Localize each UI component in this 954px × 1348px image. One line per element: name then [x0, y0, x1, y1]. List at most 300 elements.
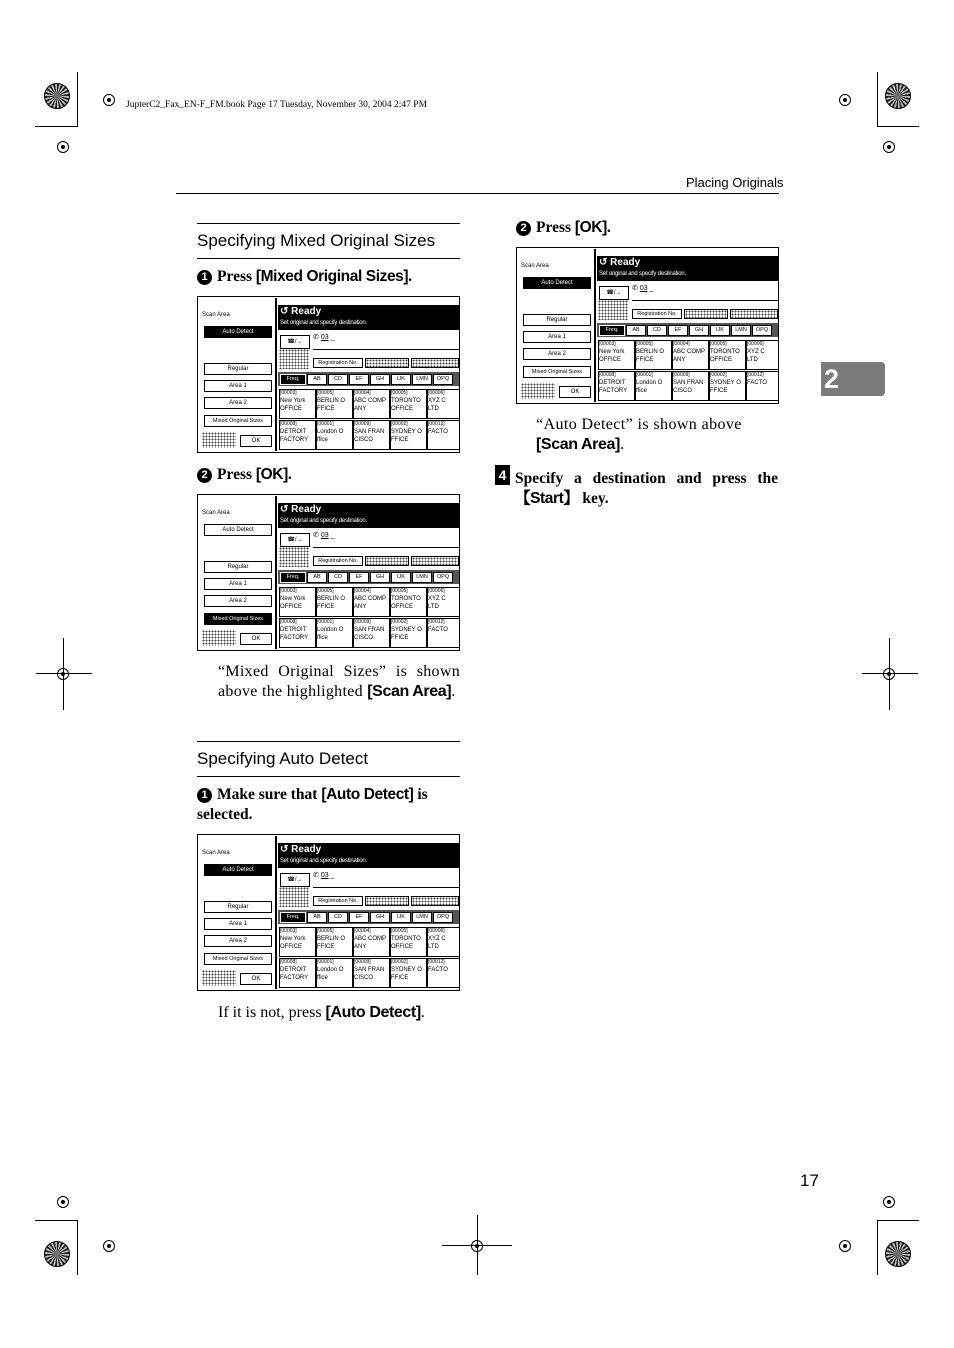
regular-button[interactable]: Regular — [204, 363, 272, 375]
destination-id: [00008] — [599, 372, 616, 378]
ready-label: Ready — [291, 306, 322, 317]
registration-row — [313, 358, 459, 367]
step-text: . — [408, 268, 413, 285]
index-tab[interactable]: EF — [349, 912, 369, 923]
crop-line — [36, 673, 92, 674]
destination-id: [00012] — [428, 421, 445, 427]
destination-field[interactable]: ✆ 03 _ — [632, 284, 778, 301]
ok-button[interactable]: OK — [240, 973, 272, 985]
pattern-fill — [279, 349, 309, 369]
index-tab[interactable]: GH — [370, 572, 390, 583]
destination-key[interactable] — [279, 618, 316, 648]
destination-id: [00003] — [280, 928, 297, 934]
regular-button[interactable]: Regular — [204, 561, 272, 573]
index-tab[interactable]: OPQ — [433, 572, 453, 583]
running-title: Placing Originals — [686, 175, 784, 190]
destination-name: OFFICE — [391, 406, 413, 412]
scan-area-pane — [518, 249, 596, 402]
step-2 — [197, 465, 467, 485]
registration-row — [313, 896, 459, 905]
destination-key[interactable] — [390, 389, 427, 419]
step-2 — [516, 218, 778, 238]
area-1-button[interactable]: Area 1 — [204, 380, 272, 392]
status-bar — [278, 305, 460, 330]
destination-name: TORONTO — [391, 936, 421, 942]
destination-id: [00002] — [710, 372, 727, 378]
destination-name: BERLIN O — [317, 936, 346, 942]
destination-key[interactable] — [427, 927, 460, 957]
index-tab[interactable]: Freq. — [280, 912, 306, 923]
crop-line — [862, 673, 918, 674]
destination-id: [00009] — [354, 959, 371, 965]
index-tab[interactable]: GH — [370, 374, 390, 385]
key-label: 【Start】 — [515, 490, 579, 507]
destination-id: [00002] — [391, 959, 408, 965]
index-tab[interactable]: CD — [328, 912, 348, 923]
destination-key[interactable] — [390, 618, 427, 648]
disabled-button — [730, 309, 778, 319]
destination-name: London O — [317, 967, 344, 973]
index-tab[interactable]: AB — [307, 912, 327, 923]
fax-panel-screenshot — [197, 834, 460, 991]
destination-name: ffice — [317, 437, 328, 443]
destination-name: ANY — [354, 406, 367, 412]
destination-key[interactable] — [279, 927, 316, 957]
scan-area-label: Scan Area — [202, 510, 230, 516]
key-label: [Scan Area] — [367, 683, 452, 700]
destination-id: [00009] — [354, 619, 371, 625]
destination-id: [00005] — [317, 588, 334, 594]
index-tab[interactable]: CD — [328, 374, 348, 385]
note-text — [218, 662, 460, 702]
destination-key[interactable] — [353, 389, 390, 419]
pattern-fill — [202, 432, 236, 448]
crop-line — [889, 638, 890, 710]
destination-name: FACTO — [428, 967, 448, 973]
step-1 — [197, 267, 467, 287]
area-1-button[interactable]: Area 1 — [523, 331, 591, 343]
step-number: 2 — [197, 468, 212, 483]
registration-no-button[interactable]: Registration No. — [632, 309, 682, 319]
index-tab[interactable]: Freq. — [599, 325, 625, 336]
index-tab-bar — [278, 372, 460, 386]
index-tab[interactable]: IJK — [710, 325, 730, 336]
crop-line — [35, 126, 77, 127]
mixed-original-sizes-button[interactable]: Mixed Original Sizes — [204, 415, 272, 427]
destination-name: FFICE — [391, 635, 409, 641]
index-tab[interactable]: Freq. — [280, 374, 306, 385]
destination-key[interactable] — [672, 340, 709, 370]
destination-id: [00004] — [354, 390, 371, 396]
section-rule — [197, 223, 460, 224]
regular-button[interactable]: Regular — [523, 314, 591, 326]
destination-name: SYDNEY O — [710, 380, 741, 386]
key-label: [OK] — [255, 466, 288, 483]
destination-name: XYZ C — [428, 596, 446, 602]
fax-dial-icon[interactable]: ☎/→ — [599, 286, 629, 300]
destination-id: [00005] — [391, 390, 408, 396]
destination-id: [00002] — [391, 619, 408, 625]
destination-key[interactable] — [427, 420, 460, 450]
crop-line — [63, 638, 64, 710]
crop-line — [77, 72, 78, 127]
scan-area-label: Scan Area — [521, 263, 549, 269]
index-tab[interactable]: EF — [349, 374, 369, 385]
registration-rosette-top-right — [885, 83, 911, 109]
destination-key[interactable] — [316, 958, 353, 988]
ok-button[interactable]: OK — [240, 633, 272, 645]
scan-area-pane — [199, 298, 277, 451]
index-tab[interactable]: IJK — [391, 572, 411, 583]
destination-name: BERLIN O — [317, 398, 346, 404]
destination-id: [00001] — [636, 372, 653, 378]
destination-name: ANY — [673, 357, 686, 363]
area-2-button[interactable]: Area 2 — [204, 397, 272, 409]
destination-key[interactable] — [635, 340, 672, 370]
auto-detect-button[interactable]: Auto Detect — [204, 864, 272, 876]
destination-name: CISCO — [673, 388, 693, 394]
destination-key[interactable] — [746, 340, 779, 370]
destination-name: FACTORY — [280, 635, 309, 641]
scan-area-label: Scan Area — [202, 850, 230, 856]
destination-name: OFFICE — [599, 357, 621, 363]
index-tab[interactable]: LMN — [412, 912, 432, 923]
crop-line — [877, 126, 919, 127]
destination-key[interactable] — [353, 958, 390, 988]
ready-status: ↺ Ready — [280, 504, 322, 515]
destination-name: ABC COMP — [354, 936, 387, 942]
fax-dial-icon[interactable]: ☎/→ — [280, 533, 310, 547]
crosshair-mark — [836, 91, 854, 109]
registration-rosette-top-left — [44, 83, 70, 109]
destination-id: [00009] — [673, 372, 690, 378]
destination-id: [00008] — [280, 421, 297, 427]
destination-key[interactable] — [672, 371, 709, 401]
note-body: . — [451, 683, 456, 700]
index-tab[interactable]: LMN — [412, 572, 432, 583]
pattern-fill — [521, 383, 555, 399]
destination-name: CISCO — [354, 437, 374, 443]
page-number: 17 — [800, 1171, 819, 1190]
index-tab[interactable]: LMN — [412, 374, 432, 385]
destination-id: [00006] — [428, 588, 445, 594]
destination-name: FFICE — [317, 406, 335, 412]
ok-button[interactable]: OK — [559, 386, 591, 398]
destination-key[interactable] — [598, 371, 635, 401]
index-tab[interactable]: CD — [647, 325, 667, 336]
destination-field[interactable]: ✆ 03 _ — [313, 531, 459, 548]
ready-status: ↺ Ready — [280, 844, 322, 855]
destination-name: FFICE — [391, 975, 409, 981]
step-text: Make sure that — [217, 786, 322, 803]
pattern-fill — [279, 547, 309, 567]
pattern-fill — [279, 887, 309, 907]
destination-key[interactable] — [316, 587, 353, 617]
index-tab[interactable]: EF — [668, 325, 688, 336]
destination-name: XYZ C — [428, 398, 446, 404]
registration-no-button[interactable]: Registration No. — [313, 358, 363, 368]
destination-key[interactable] — [353, 587, 390, 617]
destination-name: SYDNEY O — [391, 967, 422, 973]
destination-name: FACTORY — [280, 975, 309, 981]
auto-detect-button[interactable]: Auto Detect — [523, 277, 591, 289]
destination-id: [00005] — [391, 928, 408, 934]
destination-id: [00005] — [636, 341, 653, 347]
disabled-button — [411, 556, 459, 566]
destination-name: FACTORY — [599, 388, 628, 394]
destination-key[interactable] — [598, 340, 635, 370]
destination-key[interactable] — [353, 420, 390, 450]
fax-panel-screenshot — [516, 247, 779, 404]
pattern-fill — [598, 300, 628, 320]
disabled-button — [365, 896, 409, 906]
index-tab[interactable]: EF — [349, 572, 369, 583]
destination-id: [00012] — [747, 372, 764, 378]
step-number: 1 — [197, 270, 212, 285]
index-tab[interactable]: OPQ — [433, 374, 453, 385]
status-message: Set original and specify destination. — [280, 320, 367, 326]
destination-name: New York — [280, 936, 306, 942]
destination-key[interactable] — [279, 958, 316, 988]
area-1-button[interactable]: Area 1 — [204, 578, 272, 590]
destination-key[interactable] — [635, 371, 672, 401]
destination-key[interactable] — [427, 958, 460, 988]
status-bar — [278, 843, 460, 868]
destination-key[interactable] — [427, 618, 460, 648]
pattern-fill — [202, 970, 236, 986]
destination-key[interactable] — [390, 420, 427, 450]
destination-id: [00001] — [317, 619, 334, 625]
scan-area-label: Scan Area — [202, 312, 230, 318]
status-bar — [278, 503, 460, 528]
fax-dial-icon[interactable]: ☎/→ — [280, 873, 310, 887]
disabled-button — [365, 358, 409, 368]
ready-status: ↺ Ready — [280, 306, 322, 317]
crosshair-mark — [836, 1237, 854, 1255]
destination-key[interactable] — [709, 371, 746, 401]
destination-id: [00006] — [428, 390, 445, 396]
step-text: Press — [217, 466, 256, 483]
destination-key[interactable] — [390, 927, 427, 957]
auto-detect-button[interactable]: Auto Detect — [204, 524, 272, 536]
destination-name: SAN FRAN — [354, 429, 385, 435]
destination-name: London O — [317, 627, 344, 633]
index-tab[interactable]: Freq. — [280, 572, 306, 583]
section-title: Specifying Auto Detect — [197, 749, 369, 768]
index-tab[interactable]: IJK — [391, 912, 411, 923]
area-2-button[interactable]: Area 2 — [204, 935, 272, 947]
destination-key[interactable] — [316, 420, 353, 450]
destination-name: OFFICE — [280, 604, 302, 610]
destination-name: LTD — [747, 357, 758, 363]
destination-name: SAN FRAN — [354, 627, 385, 633]
note-body: If it is not, press — [218, 1004, 326, 1021]
destination-key[interactable] — [316, 927, 353, 957]
disabled-button — [411, 896, 459, 906]
regular-button[interactable]: Regular — [204, 901, 272, 913]
destination-id: [00009] — [354, 421, 371, 427]
destination-name: ABC COMP — [673, 349, 706, 355]
ready-status: ↺ Ready — [599, 257, 641, 268]
destination-name: OFFICE — [280, 406, 302, 412]
destination-name: SAN FRAN — [354, 967, 385, 973]
key-label: [Auto Detect] — [321, 786, 414, 803]
destination-id: [00005] — [317, 390, 334, 396]
area-2-button[interactable]: Area 2 — [523, 348, 591, 360]
note-body: . — [420, 1004, 425, 1021]
status-bar — [597, 256, 779, 281]
note-body: . — [619, 436, 625, 453]
destination-number: 03 — [320, 334, 329, 341]
step-text: Specify a destination and press the — [515, 470, 778, 487]
destination-key[interactable] — [316, 618, 353, 648]
destination-name: FFICE — [317, 944, 335, 950]
destination-name: DETROIT — [599, 380, 626, 386]
crosshair-mark — [880, 138, 898, 156]
destination-name: FACTO — [747, 380, 767, 386]
crop-line — [877, 1220, 919, 1221]
destination-id: [00006] — [428, 928, 445, 934]
destination-name: DETROIT — [280, 967, 307, 973]
registration-rosette-bottom-left — [44, 1241, 70, 1267]
crosshair-mark — [54, 1193, 72, 1211]
crosshair-mark — [880, 1193, 898, 1211]
crosshair-mark — [100, 1237, 118, 1255]
mixed-original-sizes-button[interactable]: Mixed Original Sizes — [204, 613, 272, 625]
destination-name: ANY — [354, 604, 367, 610]
crosshair-mark — [54, 138, 72, 156]
scan-area-pane — [199, 496, 277, 649]
registration-no-button[interactable]: Registration No. — [313, 556, 363, 566]
ok-button[interactable]: OK — [240, 435, 272, 447]
destination-key[interactable] — [427, 587, 460, 617]
destination-name: OFFICE — [710, 357, 732, 363]
destination-id: [00003] — [280, 390, 297, 396]
destination-id: [00006] — [747, 341, 764, 347]
destination-key[interactable] — [709, 340, 746, 370]
destination-name: FACTORY — [280, 437, 309, 443]
destination-field[interactable]: ✆ 03 _ — [313, 333, 459, 350]
chapter-tab: 2 — [821, 362, 885, 396]
registration-row — [313, 556, 459, 565]
index-tab[interactable]: LMN — [731, 325, 751, 336]
step-text: . — [606, 219, 611, 236]
fax-panel-screenshot — [197, 296, 460, 453]
destination-name: New York — [280, 398, 306, 404]
destination-id: [00004] — [673, 341, 690, 347]
destination-key[interactable] — [746, 371, 779, 401]
crosshair-mark — [100, 91, 118, 109]
destination-id: [00004] — [354, 928, 371, 934]
step-text: Press — [217, 268, 256, 285]
destination-name: XYZ C — [747, 349, 765, 355]
section-title: Specifying Mixed Original Sizes — [197, 231, 436, 250]
destination-name: New York — [280, 596, 306, 602]
destination-name: TORONTO — [391, 398, 421, 404]
destination-key[interactable] — [427, 389, 460, 419]
destination-key[interactable] — [279, 420, 316, 450]
auto-detect-button[interactable]: Auto Detect — [204, 326, 272, 338]
index-tab[interactable]: GH — [689, 325, 709, 336]
index-tab[interactable]: OPQ — [433, 912, 453, 923]
destination-id: [00012] — [428, 959, 445, 965]
destination-key[interactable] — [279, 587, 316, 617]
key-label: [Auto Detect] — [325, 1004, 421, 1021]
index-tab[interactable]: IJK — [391, 374, 411, 385]
section-rule — [197, 741, 460, 742]
destination-name: LTD — [428, 944, 439, 950]
note-text — [218, 1003, 468, 1023]
destination-name: SYDNEY O — [391, 627, 422, 633]
status-message: Set original and specify destination. — [280, 858, 367, 864]
destination-key[interactable] — [353, 927, 390, 957]
destination-number: 03 — [320, 872, 329, 879]
destination-key[interactable] — [353, 618, 390, 648]
pattern-fill — [202, 630, 236, 646]
disabled-button — [411, 358, 459, 368]
index-tab[interactable]: AB — [307, 572, 327, 583]
destination-number: 03 — [639, 285, 648, 292]
destination-name: ABC COMP — [354, 596, 387, 602]
index-tab-bar — [278, 910, 460, 924]
destination-key[interactable] — [390, 958, 427, 988]
destination-key[interactable] — [316, 389, 353, 419]
destination-name: ffice — [317, 975, 328, 981]
destination-name: FACTO — [428, 627, 448, 633]
index-tab[interactable]: OPQ — [752, 325, 772, 336]
area-2-button[interactable]: Area 2 — [204, 595, 272, 607]
destination-id: [00005] — [710, 341, 727, 347]
key-label: [OK] — [574, 219, 607, 236]
destination-id: [00003] — [280, 588, 297, 594]
destination-field[interactable]: ✆ 03 _ — [313, 871, 459, 888]
registration-no-button[interactable]: Registration No. — [313, 896, 363, 906]
fax-dial-icon[interactable]: ☎/→ — [280, 335, 310, 349]
book-info: JupterC2_Fax_EN-F_FM.book Page 17 Tuesday, November 30, 2004 2:47 PM — [126, 100, 428, 110]
destination-key[interactable] — [390, 587, 427, 617]
destination-name: ffice — [317, 635, 328, 641]
index-tab[interactable]: GH — [370, 912, 390, 923]
destination-name: SAN FRAN — [673, 380, 704, 386]
destination-name: OFFICE — [280, 944, 302, 950]
destination-name: FFICE — [317, 604, 335, 610]
index-tab[interactable]: AB — [307, 374, 327, 385]
index-tab[interactable]: AB — [626, 325, 646, 336]
step-4-number: 4 — [495, 465, 510, 485]
index-tab-bar — [278, 570, 460, 584]
ready-label: Ready — [291, 504, 322, 515]
destination-name: London O — [636, 380, 663, 386]
step-number: 2 — [516, 221, 531, 236]
index-tab[interactable]: CD — [328, 572, 348, 583]
crop-line — [877, 72, 878, 127]
mixed-original-sizes-button[interactable]: Mixed Original Sizes — [204, 953, 272, 965]
mixed-original-sizes-button[interactable]: Mixed Original Sizes — [523, 366, 591, 378]
destination-name: TORONTO — [391, 596, 421, 602]
destination-number: 03 — [320, 532, 329, 539]
ready-label: Ready — [291, 844, 322, 855]
section-rule — [197, 258, 460, 259]
destination-name: XYZ C — [428, 936, 446, 942]
destination-name: FFICE — [391, 437, 409, 443]
status-message: Set original and specify destination. — [280, 518, 367, 524]
destination-name: FFICE — [710, 388, 728, 394]
destination-key[interactable] — [279, 389, 316, 419]
area-1-button[interactable]: Area 1 — [204, 918, 272, 930]
crop-line — [35, 1220, 77, 1221]
crop-line — [77, 1220, 78, 1275]
destination-name: DETROIT — [280, 429, 307, 435]
